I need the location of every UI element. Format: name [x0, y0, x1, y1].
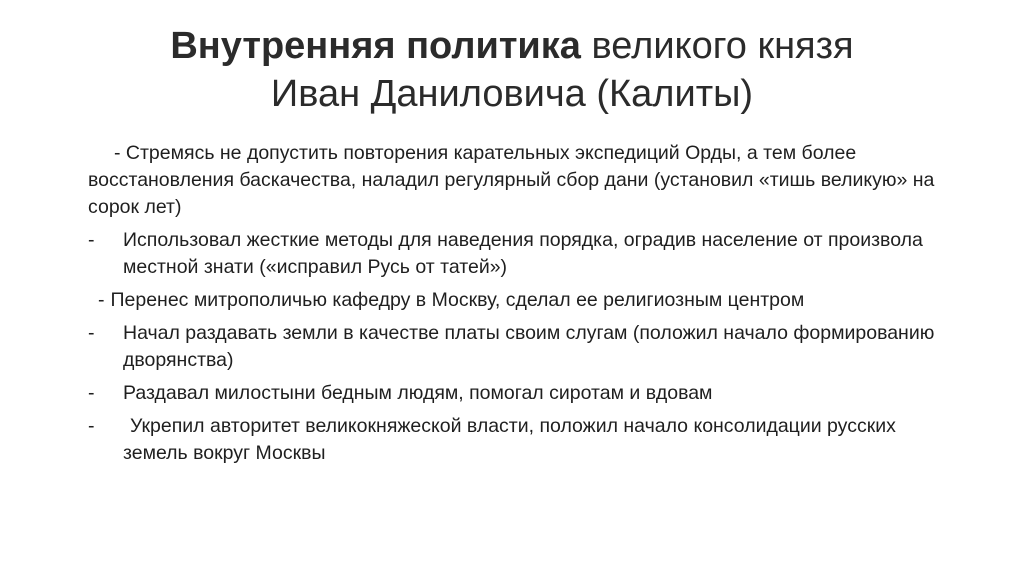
title-line-2: Иван Даниловича (Калиты)	[270, 73, 754, 115]
bullet-dash: -	[88, 415, 95, 437]
list-item	[88, 380, 948, 407]
bullet-dash: -	[88, 229, 95, 251]
list-item	[88, 287, 948, 314]
list-item	[88, 227, 948, 281]
list-item-text: Использовал жесткие методы для наведения порядка, оградив население от произвола местной знати («исправил Русь от татей»)	[123, 229, 923, 278]
intro-paragraph	[88, 140, 948, 221]
list-item-text: Начал раздавать земли в качестве платы своим слугам (положил начало формированию дворянства)	[123, 322, 935, 371]
title-bold-part: Внутренняя политика	[170, 25, 581, 67]
title-regular-part: великого князя	[580, 25, 854, 67]
intro-dash: -	[114, 142, 121, 164]
list-item-text: Перенес митрополичью кафедру в Москву, сделал ее религиозным центром	[110, 289, 805, 311]
bullet-dash: -	[88, 322, 95, 344]
list-item	[88, 320, 948, 374]
list-item-text: Раздавал милостыни бедным людям, помогал сиротам и вдовам	[123, 382, 713, 404]
list-item-text: Укрепил авторитет великокняжеской власти, положил начало консолидации русских земель вокруг Москвы	[123, 415, 896, 464]
intro-text: Стремясь не допустить повторения карательных экспедиций Орды, а тем более восстановления баскачества, наладил регулярный сбор дани (установил «тишь великую» на сорок лет)	[88, 142, 935, 218]
bullet-dash: -	[88, 382, 95, 404]
slide-title	[0, 22, 1024, 118]
bullet-dash: -	[98, 289, 105, 311]
list-item	[88, 413, 948, 467]
slide-body	[88, 140, 948, 473]
